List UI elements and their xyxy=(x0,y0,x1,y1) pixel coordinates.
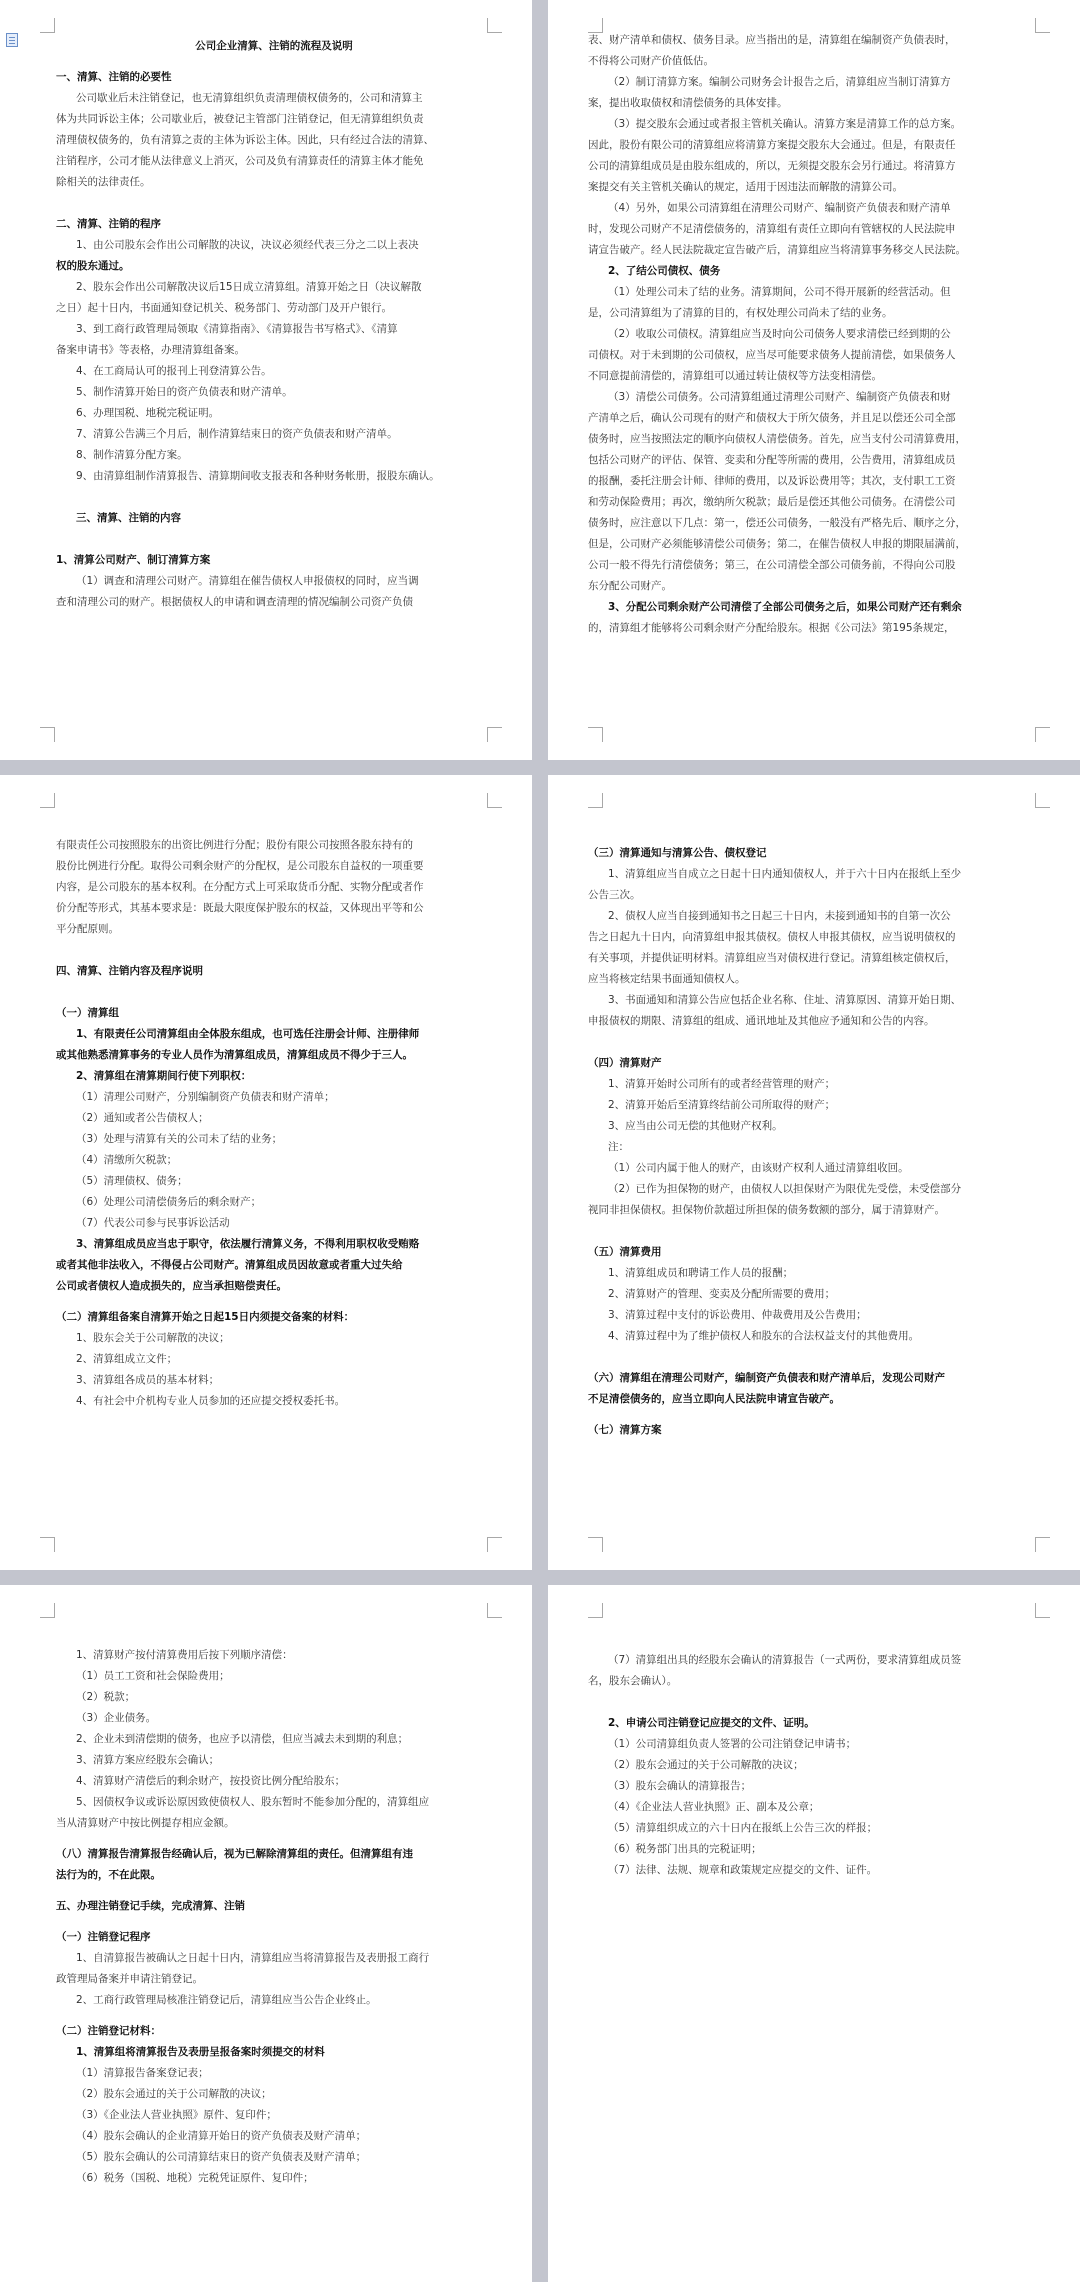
text-line: 4、清算财产清偿后的剩余财产，按投资比例分配给股东； xyxy=(76,1775,346,1787)
text-line: （2）股东会通过的关于公司解散的决议； xyxy=(76,2088,272,2100)
text-line: （2）税款； xyxy=(76,1691,136,1703)
page-4-text xyxy=(588,843,1032,1441)
blank-line xyxy=(56,940,492,961)
crop-mark-top-left xyxy=(40,793,55,808)
crop-mark-top-left xyxy=(588,1603,603,1618)
text-line: 4、有社会中介机构专业人员参加的还应提交授权委托书。 xyxy=(76,1395,346,1407)
crop-mark-top-left xyxy=(40,18,55,33)
text-line: （2）通知或者公告债权人； xyxy=(76,1112,209,1124)
text-line: 不得将公司财产价值低估。 xyxy=(588,55,714,67)
text-line: 但是，公司财产必须能够清偿公司债务；第二，在催告债权人申报的期限届满前， xyxy=(588,538,966,550)
text-line: 名，股东会确认）。 xyxy=(588,1675,678,1687)
blank-line xyxy=(56,57,492,67)
text-line: 公司或者债权人造成损失的，应当承担赔偿责任。 xyxy=(56,1280,287,1292)
text-line: （二）注销登记材料： xyxy=(56,2025,161,2037)
crop-mark-bottom-right xyxy=(487,1537,502,1552)
text-line: 或其他熟悉清算事务的专业人员作为清算组成员，清算组成员不得少于三人。 xyxy=(56,1049,413,1061)
text-line: 1、清算财产按付清算费用后按下列顺序清偿： xyxy=(76,1649,293,1661)
text-line: 公告三次。 xyxy=(588,889,641,901)
crop-mark-top-left xyxy=(40,1603,55,1618)
crop-mark-bottom-left xyxy=(40,727,55,742)
blank-line xyxy=(56,982,492,1003)
text-line: 和劳动保险费用；再次，缴纳所欠税款；最后是偿还其他公司债务。在清偿公司 xyxy=(588,496,956,508)
text-line: 3、清算过程中支付的诉讼费用、仲裁费用及公告费用； xyxy=(608,1309,867,1321)
text-line: （1）员工工资和社会保险费用； xyxy=(76,1670,230,1682)
text-line: 四、清算、注销内容及程序说明 xyxy=(56,965,203,977)
text-line: 东分配公司财产。 xyxy=(588,580,672,592)
text-line: （5）清算组织成立的六十日内在报纸上公告三次的样报； xyxy=(608,1822,878,1834)
text-line: 的，清算组才能够将公司剩余财产分配给股东。根据《公司法》第195条规定， xyxy=(588,622,955,634)
text-line: （3）股东会确认的清算报告； xyxy=(608,1780,752,1792)
text-line: 股份比例进行分配。取得公司剩余财产的分配权，是公司股东自益权的一项重要 xyxy=(56,860,424,872)
crop-mark-bottom-left xyxy=(40,1537,55,1552)
blank-line xyxy=(56,1886,492,1896)
crop-mark-bottom-right xyxy=(1035,727,1050,742)
text-line: （4）清缴所欠税款； xyxy=(76,1154,178,1166)
text-line: 不同意提前清偿的，清算组可以通过转让债权等方法变相清偿。 xyxy=(588,370,882,382)
text-line: 有限责任公司按照股东的出资比例进行分配；股份有限公司按照各股东持有的 xyxy=(56,839,413,851)
text-line: 司债权。对于未到期的公司债权，应当尽可能要求债务人提前清偿，如果债务人 xyxy=(588,349,956,361)
text-line: 包括公司财产的评估、保管、变卖和分配等所需的费用，公告费用，清算组成员 xyxy=(588,454,956,466)
text-line: （4）股东会确认的企业清算开始日的资产负债表及财产清单； xyxy=(76,2130,367,2142)
text-line: 1、自清算报告被确认之日起十日内，清算组应当将清算报告及表册报工商行 xyxy=(76,1952,430,1964)
text-line: 3、应当由公司无偿的其他财产权利。 xyxy=(608,1120,783,1132)
text-line: （7）法律、法规、规章和政策规定应提交的文件、证件。 xyxy=(608,1864,878,1876)
text-line: （六）清算组在清理公司财产，编制资产负债表和财产清单后，发现公司财产 xyxy=(588,1372,945,1384)
text-line: （4）另外，如果公司清算组在清理公司财产、编制资产负债表和财产清单 xyxy=(608,202,951,214)
text-line: 1、由公司股东会作出公司解散的决议，决议必须经代表三分之二以上表决 xyxy=(76,239,419,251)
text-line: 4、在工商局认可的报刊上刊登清算公告。 xyxy=(76,365,272,377)
text-line: 公司歇业后未注销登记，也无清算组织负责清理债权债务的，公司和清算主 xyxy=(76,92,423,104)
document-page-1 xyxy=(0,0,532,760)
text-line: 表、财产清单和债权、债务目录。应当指出的是，清算组在编制资产负债表时， xyxy=(588,34,956,46)
text-line: （7）清算组出具的经股东会确认的清算报告（一式两份，要求清算组成员签 xyxy=(608,1654,962,1666)
crop-mark-top-left xyxy=(588,793,603,808)
text-line: 1、股东会关于公司解散的决议； xyxy=(76,1332,230,1344)
text-line: 是，公司清算组为了清算的目的，有权处理公司尚未了结的业务。 xyxy=(588,307,893,319)
blank-line xyxy=(56,1834,492,1844)
text-line: （7）代表公司参与民事诉讼活动 xyxy=(76,1217,230,1229)
blank-line xyxy=(56,1297,492,1307)
text-line: 告之日起九十日内，向清算组申报其债权。债权人申报其债权，应当说明债权的 xyxy=(588,931,956,943)
text-line: （八）清算报告清算报告经确认后，视为已解除清算组的责任。但清算组有违 xyxy=(56,1848,413,1860)
blank-line xyxy=(56,487,492,508)
crop-mark-bottom-right xyxy=(487,727,502,742)
text-line: （3）清偿公司债务。公司清算组通过清理公司财产、编制资产负债表和财 xyxy=(608,391,951,403)
blank-line xyxy=(56,1917,492,1927)
text-line: 注销程序，公司才能从法律意义上消灭，公司及负有清算责任的清算主体才能免 xyxy=(56,155,424,167)
text-line: 平分配原则。 xyxy=(56,923,119,935)
text-line: 当从清算财产中按比例提存相应金额。 xyxy=(56,1817,235,1829)
text-line: （二）清算组备案自清算开始之日起15日内须提交备案的材料： xyxy=(56,1311,355,1323)
text-line: 案提交有关主管机关确认的规定，适用于因违法而解散的清算公司。 xyxy=(588,181,903,193)
text-line: 一、清算、注销的必要性 xyxy=(56,71,172,83)
text-line: 政管理局备案并申请注销登记。 xyxy=(56,1973,203,1985)
text-line: （1）调查和清理公司财产。清算组在催告债权人申报债权的同时，应当调 xyxy=(76,575,419,587)
text-line: （1）公司内属于他人的财产，由该财产权利人通过清算组收回。 xyxy=(608,1162,909,1174)
blank-line xyxy=(588,1032,1032,1053)
crop-mark-bottom-left xyxy=(588,727,603,742)
text-line: 2、清算开始后至清算终结前公司所取得的财产； xyxy=(608,1099,836,1111)
text-line: 2、清算财产的管理、变卖及分配所需要的费用； xyxy=(608,1288,836,1300)
text-line: 1、清算公司财产、制订清算方案 xyxy=(56,554,211,566)
text-line: （一）清算组 xyxy=(56,1007,119,1019)
document-icon[interactable] xyxy=(6,33,18,47)
text-line: （2）收取公司债权。清算组应当及时向公司债务人要求清偿已经到期的公 xyxy=(608,328,951,340)
text-line: 1、清算组成员和聘请工作人员的报酬； xyxy=(608,1267,794,1279)
text-line: 3、清算组成员应当忠于职守，依法履行清算义务，不得利用职权收受贿赂 xyxy=(76,1238,420,1250)
text-line: 因此，股份有限公司的清算组应将清算方案提交股东大会通过。但是，有限责任 xyxy=(588,139,956,151)
text-line: 2、股东会作出公司解散决议后15日成立清算组。清算开始之日（决议解散 xyxy=(76,281,422,293)
page-6-text xyxy=(588,1650,1032,1881)
text-line: 3、清算方案应经股东会确认； xyxy=(76,1754,220,1766)
text-line: （3）处理与清算有关的公司未了结的业务； xyxy=(76,1133,283,1145)
text-line: 查和清理公司的财产。根据债权人的申请和调查清理的情况编制公司资产负债 xyxy=(56,596,413,608)
text-line: 8、制作清算分配方案。 xyxy=(76,449,188,461)
text-line: （6）处理公司清偿债务后的剩余财产； xyxy=(76,1196,262,1208)
text-line: 2、申请公司注销登记应提交的文件、证明。 xyxy=(608,1717,815,1729)
text-line: （三）清算通知与清算公告、债权登记 xyxy=(588,847,767,859)
text-line: 权的股东通过。 xyxy=(56,260,130,272)
text-line: 2、工商行政管理局核准注销登记后，清算组应当公告企业终止。 xyxy=(76,1994,377,2006)
text-line: 1、清算组应当自成立之日起十日内通知债权人，并于六十日内在报纸上至少 xyxy=(608,868,962,880)
page-2-text xyxy=(588,30,1032,639)
text-line: （1）清理公司财产，分别编制资产负债表和财产清单； xyxy=(76,1091,335,1103)
document-page-3 xyxy=(0,775,532,1570)
text-line: 二、清算、注销的程序 xyxy=(56,218,161,230)
text-line: 内容，是公司股东的基本权利。在分配方式上可采取货币分配、实物分配或者作 xyxy=(56,881,424,893)
text-line: （五）清算费用 xyxy=(588,1246,662,1258)
blank-line xyxy=(588,1410,1032,1420)
text-line: 清理债权债务的，负有清算之责的主体为诉讼主体。因此，只有经过合法的清算、 xyxy=(56,134,434,146)
text-line: 案，提出收取债权和清偿债务的具体安排。 xyxy=(588,97,788,109)
text-line: （四）清算财产 xyxy=(588,1057,662,1069)
text-line: （2）制订清算方案。编制公司财务会计报告之后，清算组应当制订清算方 xyxy=(608,76,951,88)
text-line: （3）《企业法人营业执照》原件、复印件； xyxy=(76,2109,277,2121)
crop-mark-top-right xyxy=(487,793,502,808)
text-line: 时，发现公司财产不足清偿债务的，清算组有责任立即向有管辖权的人民法院申 xyxy=(588,223,956,235)
text-line: （6）税务（国税、地税）完税凭证原件、复印件； xyxy=(76,2172,314,2184)
text-line: 1、有限责任公司清算组由全体股东组成，也可选任注册会计师、注册律师 xyxy=(76,1028,420,1040)
text-line: 2、了结公司债权、债务 xyxy=(608,265,721,277)
text-line: （5）股东会确认的公司清算结束日的资产负债表及财产清单； xyxy=(76,2151,367,2163)
text-line: 申报债权的期限、清算组的组成、通讯地址及其他应予通知和公告的内容。 xyxy=(588,1015,935,1027)
text-line: 公司的清算组成员是由股东组成的，所以，无须提交股东会另行通过。将清算方 xyxy=(588,160,956,172)
document-page-5 xyxy=(0,1585,532,2282)
page-3-text xyxy=(56,835,492,1412)
text-line: 1、清算组将清算报告及表册呈报备案时须提交的材料 xyxy=(76,2046,325,2058)
blank-line xyxy=(588,1347,1032,1368)
crop-mark-top-right xyxy=(1035,18,1050,33)
text-line: 3、清算组各成员的基本材料； xyxy=(76,1374,220,1386)
text-line: 债务时，应当按照法定的顺序向债权人清偿债务。首先，应当支付公司清算费用， xyxy=(588,433,966,445)
blank-line xyxy=(56,193,492,214)
text-line: （2）已作为担保物的财产，由债权人以担保财产为限优先受偿，未受偿部分 xyxy=(608,1183,962,1195)
text-line: 公司一般不得先行清偿债务；第三，在公司清偿全部公司债务前，不得向公司股 xyxy=(588,559,956,571)
text-line: 五、办理注销登记手续，完成清算、注销 xyxy=(56,1900,245,1912)
text-line: 6、办理国税、地税完税证明。 xyxy=(76,407,220,419)
text-line: 2、企业未到清偿期的债务，也应予以清偿，但应当减去未到期的利息； xyxy=(76,1733,409,1745)
text-line: （一）注销登记程序 xyxy=(56,1931,151,1943)
text-line: 备案申请书》等表格，办理清算组备案。 xyxy=(56,344,245,356)
text-line: 价分配等形式，其基本要求是：既最大限度保护股东的权益，又体现出平等和公 xyxy=(56,902,424,914)
text-line: 3、到工商行政管理局领取《清算指南》、《清算报告书写格式》、《清算 xyxy=(76,323,398,335)
document-page-4 xyxy=(548,775,1080,1570)
text-line: （2）股东会通过的关于公司解散的决议； xyxy=(608,1759,804,1771)
crop-mark-bottom-right xyxy=(1035,1537,1050,1552)
text-line: 1、清算开始时公司所有的或者经营管理的财产； xyxy=(608,1078,836,1090)
crop-mark-top-right xyxy=(1035,793,1050,808)
text-line: 的报酬，委托注册会计师、律师的费用，以及诉讼费用等；其次，支付职工工资 xyxy=(588,475,956,487)
text-line: 之日）起十日内，书面通知登记机关、税务部门、劳动部门及开户银行。 xyxy=(56,302,392,314)
text-line: 产清单之后，确认公司现有的财产和债权大于所欠债务，并且足以偿还公司全部 xyxy=(588,412,956,424)
text-line: 三、清算、注销的内容 xyxy=(76,512,181,524)
document-page-6 xyxy=(548,1585,1080,2282)
text-line: （3）提交股东会通过或者报主管机关确认。清算方案是清算工作的总方案。 xyxy=(608,118,962,130)
text-line: （七）清算方案 xyxy=(588,1424,662,1436)
blank-line xyxy=(588,1692,1032,1713)
blank-line xyxy=(56,529,492,550)
text-line: 请宣告破产。经人民法院裁定宣告破产后，清算组应当将清算事务移交人民法院。 xyxy=(588,244,966,256)
blank-line xyxy=(56,2011,492,2021)
text-line: 2、债权人应当自接到通知书之日起三十日内，未接到通知书的自第一次公 xyxy=(608,910,951,922)
text-line: 不足清偿债务的，应当立即向人民法院申请宣告破产。 xyxy=(588,1393,840,1405)
text-line: 5、制作清算开始日的资产负债表和财产清单。 xyxy=(76,386,293,398)
text-line: 除相关的法律责任。 xyxy=(56,176,151,188)
text-line: 公司企业清算、注销的流程及说明 xyxy=(195,40,353,52)
text-line: 或者其他非法收入，不得侵占公司财产。清算组成员因故意或者重大过失给 xyxy=(56,1259,403,1271)
text-line: （3）企业债务。 xyxy=(76,1712,157,1724)
text-line: 2、清算组在清算期间行使下列职权： xyxy=(76,1070,252,1082)
page-5-text xyxy=(56,1645,492,2189)
page-1-text xyxy=(56,36,492,613)
text-line: 注： xyxy=(608,1141,629,1153)
text-line: 3、书面通知和清算公告应包括企业名称、住址、清算原因、清算开始日期、 xyxy=(608,994,962,1006)
text-line: （5）清理债权、债务； xyxy=(76,1175,188,1187)
crop-mark-top-right xyxy=(487,18,502,33)
text-line: 9、由清算组制作清算报告、清算期间收支报表和各种财务帐册，报股东确认。 xyxy=(76,470,440,482)
text-line: 债务时，应注意以下几点：第一，偿还公司债务，一般没有严格先后、顺序之分， xyxy=(588,517,966,529)
crop-mark-top-right xyxy=(1035,1603,1050,1618)
crop-mark-top-right xyxy=(487,1603,502,1618)
text-line: 视同非担保债权。担保物价款超过所担保的债务数额的部分，属于清算财产。 xyxy=(588,1204,945,1216)
text-line: 3、分配公司剩余财产公司清偿了全部公司债务之后，如果公司财产还有剩余 xyxy=(608,601,962,613)
text-line: 2、清算组成立文件； xyxy=(76,1353,178,1365)
text-line: 法行为的，不在此限。 xyxy=(56,1869,161,1881)
crop-mark-bottom-left xyxy=(588,1537,603,1552)
text-line: 5、因债权争议或诉讼原因致使债权人、股东暂时不能参加分配的，清算组应 xyxy=(76,1796,430,1808)
blank-line xyxy=(588,1221,1032,1242)
text-line: （1）处理公司未了结的业务。清算期间，公司不得开展新的经营活动。但 xyxy=(608,286,951,298)
text-line: 应当将核定结果书面通知债权人。 xyxy=(588,973,746,985)
text-line: （4）《企业法人营业执照》正、副本及公章； xyxy=(608,1801,820,1813)
document-page-2 xyxy=(548,0,1080,760)
text-line: （1）公司清算组负责人签署的公司注销登记申请书； xyxy=(608,1738,857,1750)
text-line: 4、清算过程中为了维护债权人和股东的合法权益支付的其他费用。 xyxy=(608,1330,920,1342)
text-line: （1）清算报告备案登记表； xyxy=(76,2067,209,2079)
text-line: 体为共同诉讼主体；公司歇业后，被登记主管部门注销登记，但无清算组织负责 xyxy=(56,113,424,125)
text-line: 7、清算公告满三个月后，制作清算结束日的资产负债表和财产清单。 xyxy=(76,428,398,440)
text-line: （6）税务部门出具的完税证明； xyxy=(608,1843,762,1855)
text-line: 有关事项，并提供证明材料。清算组应当对债权进行登记。清算组核定债权后， xyxy=(588,952,956,964)
